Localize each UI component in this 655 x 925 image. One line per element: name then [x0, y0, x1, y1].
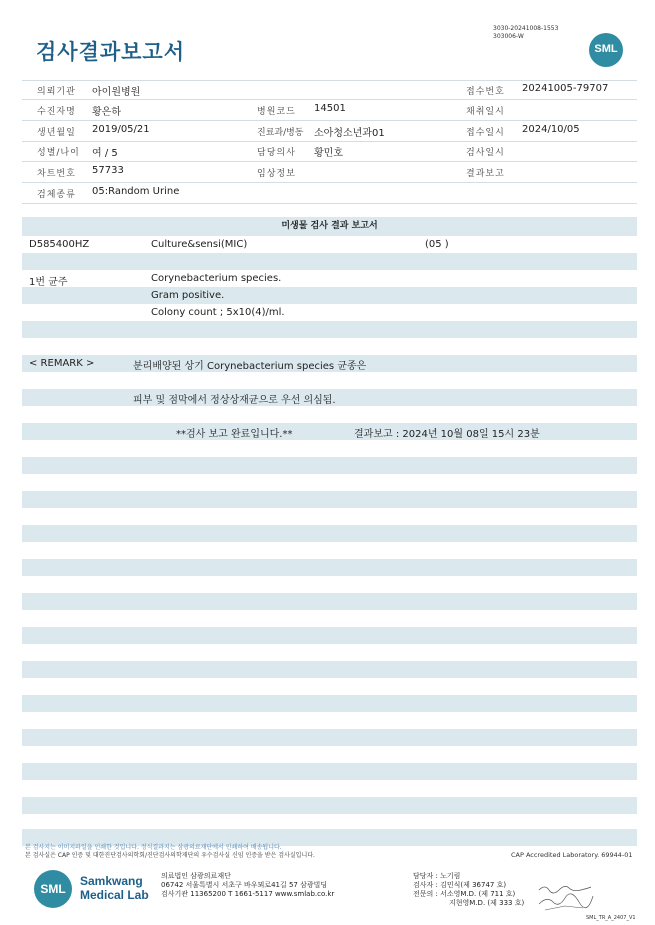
footer-staff: 담당자 : 노기림 검사자 : 김민식(제 36747 호) 전문의 : 서소영M.D. (제 711 호) 지현영M.D. (제 333 호): [413, 872, 525, 907]
dob-label: 생년월일: [37, 128, 76, 138]
row-stripe: [22, 593, 637, 610]
chart-value: 57733: [92, 165, 124, 176]
row-stripe: [22, 491, 637, 508]
clinical-label: 임상정보: [257, 169, 296, 179]
test-ref: (05 ): [425, 239, 449, 250]
isolate-gram: Gram positive.: [151, 290, 225, 301]
dept-value: 소아청소년과01: [314, 128, 385, 139]
remark-label: < REMARK >: [29, 358, 95, 369]
row-stripe: [22, 729, 637, 746]
specimen-label: 검체종류: [37, 190, 76, 200]
row-stripe: [22, 287, 637, 304]
divider: [22, 80, 637, 81]
divider: [22, 161, 637, 162]
hospital-code-value: 14501: [314, 103, 346, 114]
remark-line-1: 분리배양된 상기 Corynebacterium species 균종은: [133, 361, 367, 372]
notice-cap: 본 검사실은 CAP 인증 및 대한진단검사의학회/진단검사의학재단의 우수검사실 신임 인증을 받은 검사실입니다.: [25, 852, 315, 859]
divider: [22, 99, 637, 100]
row-stripe: [22, 627, 637, 644]
cap-accreditation: CAP Accredited Laboratory. 69944-01: [511, 851, 633, 859]
divider: [22, 182, 637, 183]
sex-age-label: 성별/나이: [37, 148, 80, 158]
dept-label: 진료과/병동: [257, 128, 304, 138]
receipt-no-label: 접수번호: [466, 87, 505, 97]
row-stripe: [22, 695, 637, 712]
doctor-label: 담당의사: [257, 148, 296, 158]
row-stripe: [22, 525, 637, 542]
form-code: SML_TR_A_2407_V1: [586, 915, 636, 921]
isolate-organism: Corynebacterium species.: [151, 273, 282, 284]
hospital-label: 의뢰기관: [37, 87, 76, 97]
dob-value: 2019/05/21: [92, 124, 150, 135]
chart-label: 차트번호: [37, 169, 76, 179]
test-date-label: 검사일시: [466, 148, 505, 158]
row-stripe: [22, 763, 637, 780]
receipt-no-value: 20241005-79707: [522, 83, 609, 94]
hospital-value: 아이원병원: [92, 87, 141, 98]
footer-org: 의료법인 삼광의료재단 06742 서울특별시 서초구 바우뫼로41길 57 삼광빌딩 검사기관 11365200 T 1661-5117 www.smlab.co.kr: [161, 872, 335, 898]
report-complete: **검사 보고 완료입니다.**: [176, 429, 293, 440]
page-title: 검사결과보고서: [36, 40, 186, 64]
specimen-value: 05:Random Urine: [92, 186, 180, 197]
row-stripe: [22, 321, 637, 338]
divider: [22, 120, 637, 121]
doctor-value: 황민호: [314, 148, 343, 159]
row-stripe: [22, 559, 637, 576]
row-stripe: [22, 253, 637, 270]
brand-name: Samkwang Medical Lab: [80, 874, 149, 902]
remark-line-2: 피부 및 점막에서 정상상재균으로 우선 의심됨.: [133, 395, 336, 406]
row-stripe: [22, 423, 637, 440]
sml-logo: SML: [589, 33, 623, 67]
receipt-date-value: 2024/10/05: [522, 124, 580, 135]
receipt-date-label: 접수일시: [466, 128, 505, 138]
isolate-colony-count: Colony count ; 5x10(4)/ml.: [151, 307, 285, 318]
isolate-label: 1번 균주: [29, 277, 68, 288]
notice-print: 본 검사지는 이미지파일을 인쇄한 것입니다. 정식결과지는 삼광의료재단에서 인쇄하여 배송됩니다.: [25, 844, 282, 851]
patient-value: 황은하: [92, 107, 121, 118]
test-code: D585400HZ: [29, 239, 90, 250]
document-id: 3030-20241008-1553 303006-W: [493, 25, 559, 40]
patient-label: 수진자명: [37, 107, 76, 117]
row-stripe: [22, 661, 637, 678]
signature-image: [537, 880, 597, 914]
sex-age-value: 여 / 5: [92, 148, 118, 159]
test-name: Culture&sensi(MIC): [151, 239, 248, 250]
collect-date-label: 채취일시: [466, 107, 505, 117]
result-report-label: 결과보고: [466, 169, 505, 179]
section-title: 미생물 검사 결과 보고서: [22, 217, 637, 236]
row-stripe: [22, 457, 637, 474]
divider: [22, 203, 637, 204]
hospital-code-label: 병원코드: [257, 107, 296, 117]
report-time: 결과보고 : 2024년 10월 08일 15시 23분: [354, 429, 540, 440]
row-stripe: [22, 797, 637, 814]
divider: [22, 141, 637, 142]
sml-logo: SML: [34, 870, 72, 908]
